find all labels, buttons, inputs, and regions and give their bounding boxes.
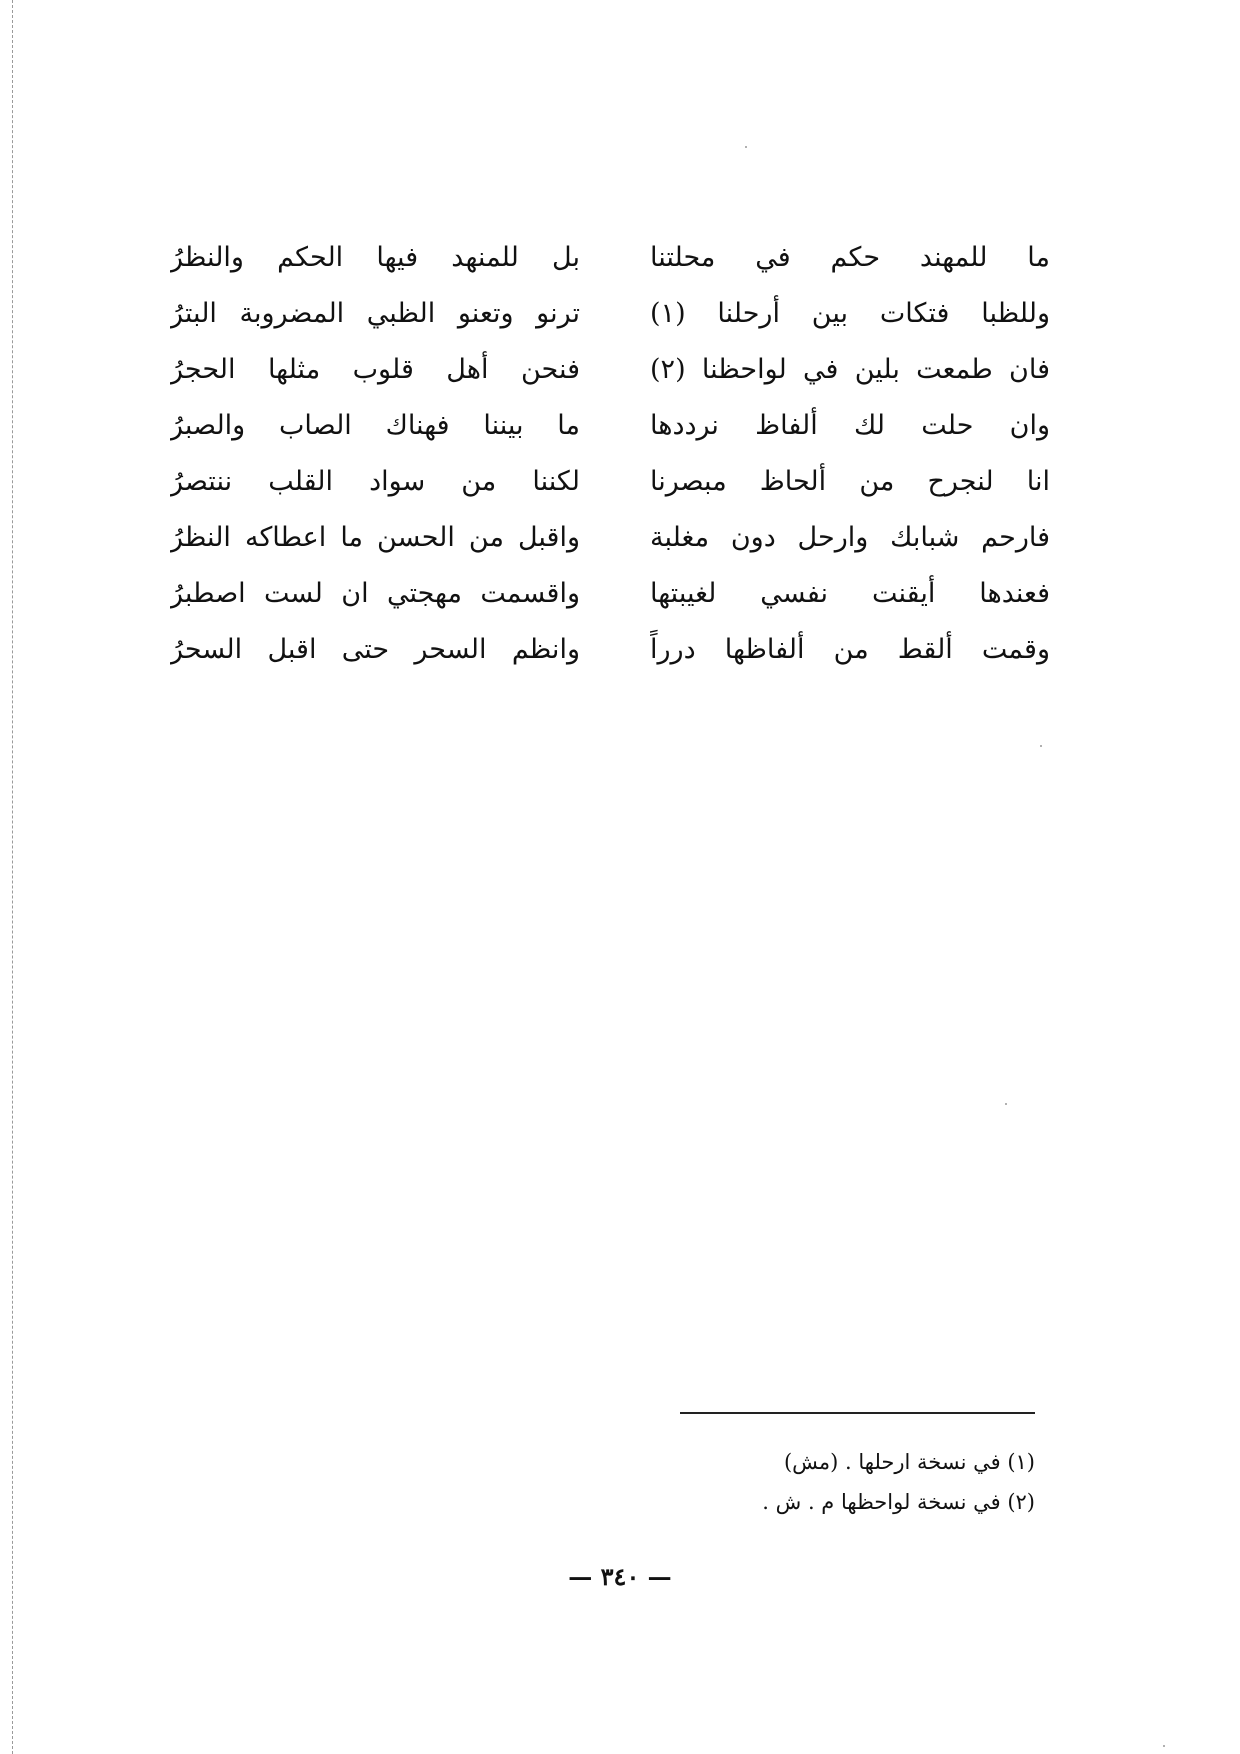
verse-second-hemistich: فنحن أهل قلوب مثلها الحجرُ xyxy=(170,354,580,385)
verse-first-hemistich: فان طمعت بلين في لواحظنا (٢) xyxy=(650,354,1050,385)
verse-first-hemistich: وان حلت لك ألفاظ نرددها xyxy=(650,410,1050,441)
scan-speck xyxy=(1040,745,1042,747)
verse-first-hemistich: وللظبا فتكات بين أرحلنا (١) xyxy=(650,298,1050,329)
verse xyxy=(170,342,1050,398)
verse-second-hemistich: ترنو وتعنو الظبي المضروبة البترُ xyxy=(170,298,580,329)
verse-second-hemistich: لكننا من سواد القلب ننتصرُ xyxy=(170,466,580,497)
verse xyxy=(170,454,1050,510)
verse-first-hemistich: فعندها أيقنت نفسي لغيبتها xyxy=(650,578,1050,609)
verse xyxy=(170,398,1050,454)
scan-speck xyxy=(1163,1745,1165,1747)
binding-edge-line xyxy=(12,0,13,1754)
verse xyxy=(170,622,1050,678)
verse-first-hemistich: انا لنجرح من ألحاظ مبصرنا xyxy=(650,466,1050,497)
scan-speck xyxy=(745,146,747,148)
scan-speck xyxy=(1005,1103,1007,1105)
footnotes xyxy=(620,1442,1035,1522)
verse-second-hemistich: واقسمت مهجتي ان لست اصطبرُ xyxy=(170,578,580,609)
verse-second-hemistich: وانظم السحر حتى اقبل السحرُ xyxy=(170,634,580,665)
verse xyxy=(170,230,1050,286)
footnote-1: (١) في نسخة ارحلها . (مش) xyxy=(783,1450,1035,1474)
verse xyxy=(170,286,1050,342)
page-number: — ٣٤٠ — xyxy=(568,1562,672,1591)
verse-first-hemistich: ما للمهند حكم في محلتنا xyxy=(650,242,1050,273)
verse-second-hemistich: واقبل من الحسن ما اعطاكه النظرُ xyxy=(170,522,580,553)
footnote-separator xyxy=(680,1412,1035,1414)
verse xyxy=(170,510,1050,566)
verse xyxy=(170,566,1050,622)
footnote-2: (٢) في نسخة لواحظها م . ش . xyxy=(762,1490,1035,1514)
verse-second-hemistich: بل للمنهد فيها الحكم والنظرُ xyxy=(170,242,580,273)
poem xyxy=(170,230,1050,678)
verse-first-hemistich: فارحم شبابك وارحل دون مغلبة xyxy=(650,522,1050,553)
verse-first-hemistich: وقمت ألقط من ألفاظها درراً xyxy=(650,634,1050,665)
verse-second-hemistich: ما بيننا فهناك الصاب والصبرُ xyxy=(170,410,580,441)
